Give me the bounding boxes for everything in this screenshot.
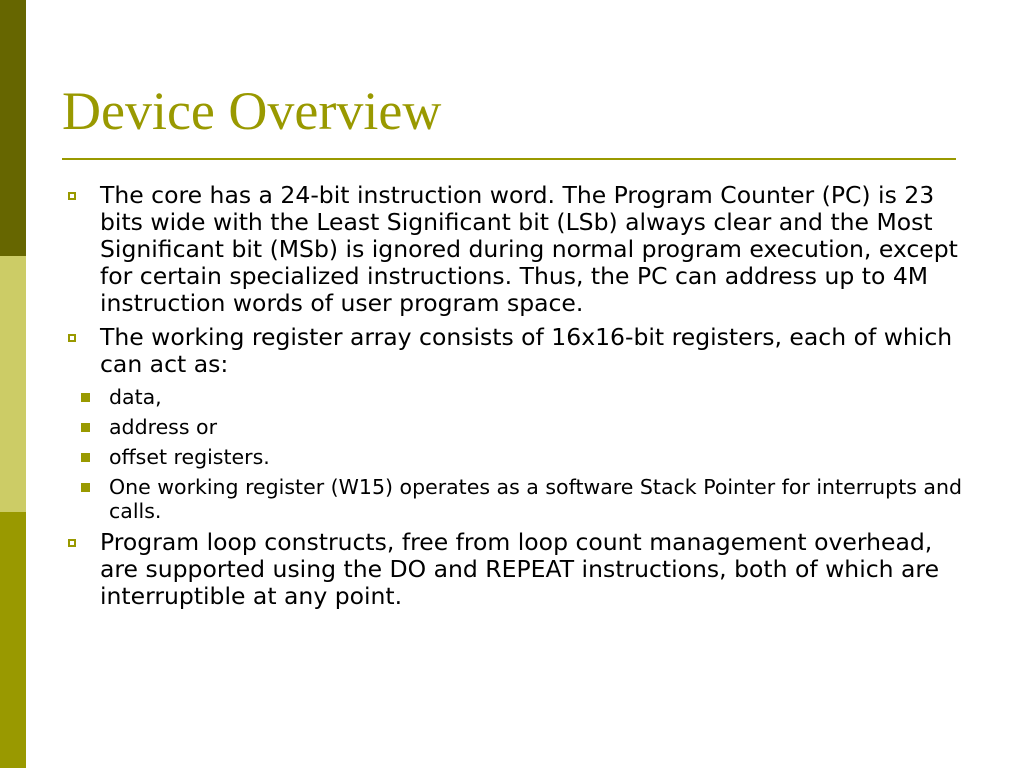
slide-content [64, 182, 964, 617]
bullet-text: Program loop constructs, free from loop count management overhead, are supported using the DO and REPEAT instructions, both of which are interruptible at any point. [100, 528, 940, 610]
bullet-item [64, 529, 964, 610]
sub-bullet-text: address or [109, 415, 218, 439]
sub-bullet-text: One working register (W15) operates as a software Stack Pointer for interrupts and calls. [109, 475, 962, 523]
bullet-text: The working register array consists of 16x16-bit registers, each of which can act as: [100, 323, 953, 378]
bullet-item [64, 324, 964, 378]
sub-bullet-text: offset registers. [109, 445, 270, 469]
hollow-square-bullet-icon [68, 192, 76, 200]
filled-square-bullet-icon [81, 483, 90, 492]
bullet-item [64, 182, 964, 317]
side-band-middle [0, 256, 26, 512]
sub-bullet-list [64, 385, 964, 523]
slide-title: Device Overview [62, 81, 442, 141]
sub-bullet-text: data, [109, 385, 162, 409]
title-divider [62, 158, 956, 160]
hollow-square-bullet-icon [68, 334, 76, 342]
filled-square-bullet-icon [81, 393, 90, 402]
sub-bullet-item [64, 475, 964, 523]
hollow-square-bullet-icon [68, 539, 76, 547]
bullet-text: The core has a 24-bit instruction word. The Program Counter (PC) is 23 bits wide with the Least Significant bit (LSb) always clear and the Most Significant bit (MSb) is ignored during normal program execution, except for certain specialized instructions. Thus, the PC can address up to 4M instruction words of user program space. [100, 181, 958, 317]
filled-square-bullet-icon [81, 453, 90, 462]
side-band-top [0, 0, 26, 256]
filled-square-bullet-icon [81, 423, 90, 432]
sub-bullet-item [64, 415, 964, 439]
sub-bullet-item [64, 445, 964, 469]
side-band-bottom [0, 512, 26, 768]
sub-bullet-item [64, 385, 964, 409]
